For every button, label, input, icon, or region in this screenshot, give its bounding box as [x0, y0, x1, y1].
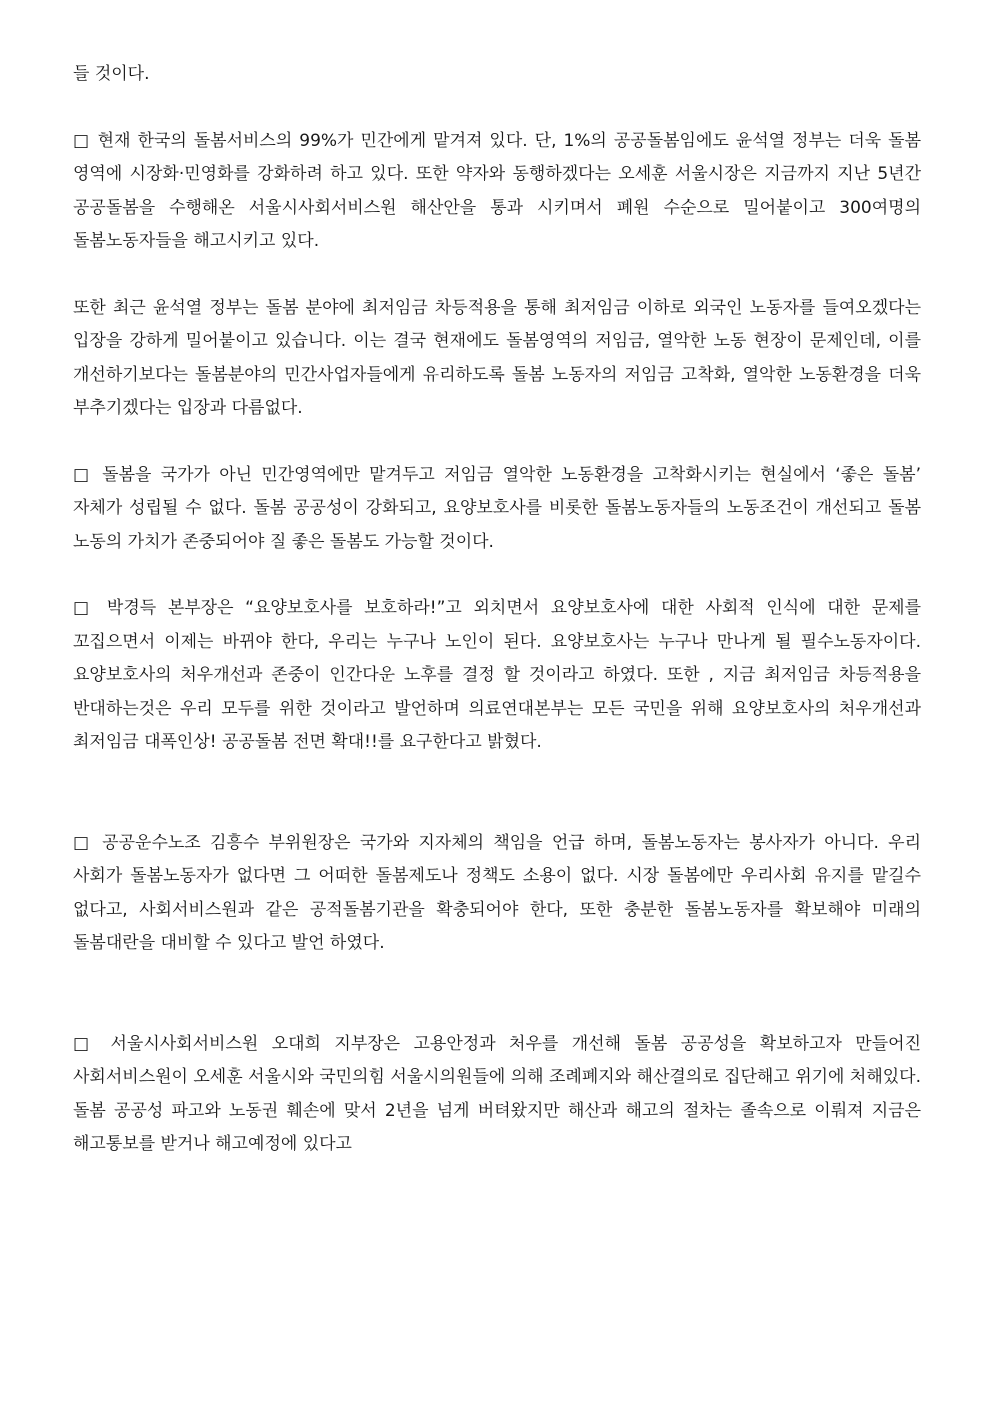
paragraph-spacer: [73, 961, 921, 1028]
paragraph-spacer: [73, 426, 921, 459]
paragraph-park-statement: □ 박경득 본부장은 “요양보호사를 보호하라!”고 외치면서 요양보호사에 대한 사회적 인식에 대한 문제를 꼬집으면서 이제는 바뀌야 한다, 우리는 누구나 노인이 된다. 요양보호사는 누구나 만나게 될 필수노동자이다. 요양보호사의 처우개선과 존중이 인간다운 노후를 결정 할 것이라고 하였다. 또한 , 지금 최저임금 차등적용을 반대하는것은 우리 모두를 위한 것이라고 발언하며 의료연대본부는 모든 국민을 위해 요양보호사의 처우개선과 최저임금 대폭인상! 공공돌봄 전면 확대!!를 요구한다고 밝혔다.: [73, 598, 921, 752]
paragraph-kim-statement: □ 공공운수노조 김흥수 부위원장은 국가와 지자체의 책임을 언급 하며, 돌봄노동자는 봉사자가 아니다. 우리 사회가 돌봄노동자가 없다면 그 어떠한 돌봄제도나 정책도 소용이 없다. 시장 돌봄에만 우리사회 유지를 맡길수 없다고, 사회서비스원과 같은 공적돌봄기관을 확충되어야 한다, 또한 충분한 돌봄노동자를 확보해야 미래의 돌봄대란을 대비할 수 있다고 발언 하였다.: [73, 832, 921, 953]
paragraph-spacer: [73, 559, 921, 592]
paragraph-minimum-wage: 또한 최근 윤석열 정부는 돌봄 분야에 최저임금 차등적용을 통해 최저임금 이하로 외국인 노동자를 들여오겠다는 입장을 강하게 밀어붙이고 있습니다. 이는 결국 현재에도 돌봄영역의 저임금, 열악한 노동 현장이 문제인데, 이를 개선하기보다는 돌봄분야의 민간사업자들에게 유리하도록 돌봄 노동자의 저임금 고착화, 열악한 노동환경을 더욱 부추기겠다는 입장과 다름없다.: [73, 297, 921, 418]
paragraph-spacer: [73, 760, 921, 827]
paragraph-oh-statement: □ 서울시사회서비스원 오대희 지부장은 고용안정과 처우를 개선해 돌봄 공공성을 확보하고자 만들어진 사회서비스원이 오세훈 서울시와 국민의힘 서울시의원들에 의해 조례폐지와 해산결의로 집단해고 위기에 처해있다. 돌봄 공공성 파고와 노동권 훼손에 맞서 2년을 넘게 버텨왔지만 해산과 해고의 절차는 졸속으로 이뤄져 지금은 해고통보를 받거나 해고예정에 있다고: [73, 1033, 921, 1154]
paragraph-continuation: 들 것이다.: [73, 64, 150, 84]
paragraph-good-care: □ 돌봄을 국가가 아닌 민간영역에만 맡겨두고 저임금 열악한 노동환경을 고착화시키는 현실에서 ‘좋은 돌봄’ 자체가 성립될 수 없다. 돌봄 공공성이 강화되고, 요양보호사를 비롯한 돌봄노동자들의 노동조건이 개선되고 돌봄 노동의 가치가 존중되어야 질 좋은 돌봄도 가능할 것이다.: [73, 464, 921, 552]
paragraph-spacer: [73, 259, 921, 292]
paragraph-care-privatization: □ 현재 한국의 돌봄서비스의 99%가 민간에게 맡겨져 있다. 단, 1%의 공공돌봄임에도 윤석열 정부는 더욱 돌봄 영역에 시장화·민영화를 강화하려 하고 있다. 또한 약자와 동행하겠다는 오세훈 서울시장은 지금까지 지난 5년간 공공돌봄을 수행해온 서울시사회서비스원 해산안을 통과 시키며서 폐원 수순으로 밀어붙이고 300여명의 돌봄노동자들을 해고시키고 있다.: [73, 130, 921, 251]
document-body: [73, 58, 921, 1162]
paragraph-spacer: [73, 92, 921, 125]
